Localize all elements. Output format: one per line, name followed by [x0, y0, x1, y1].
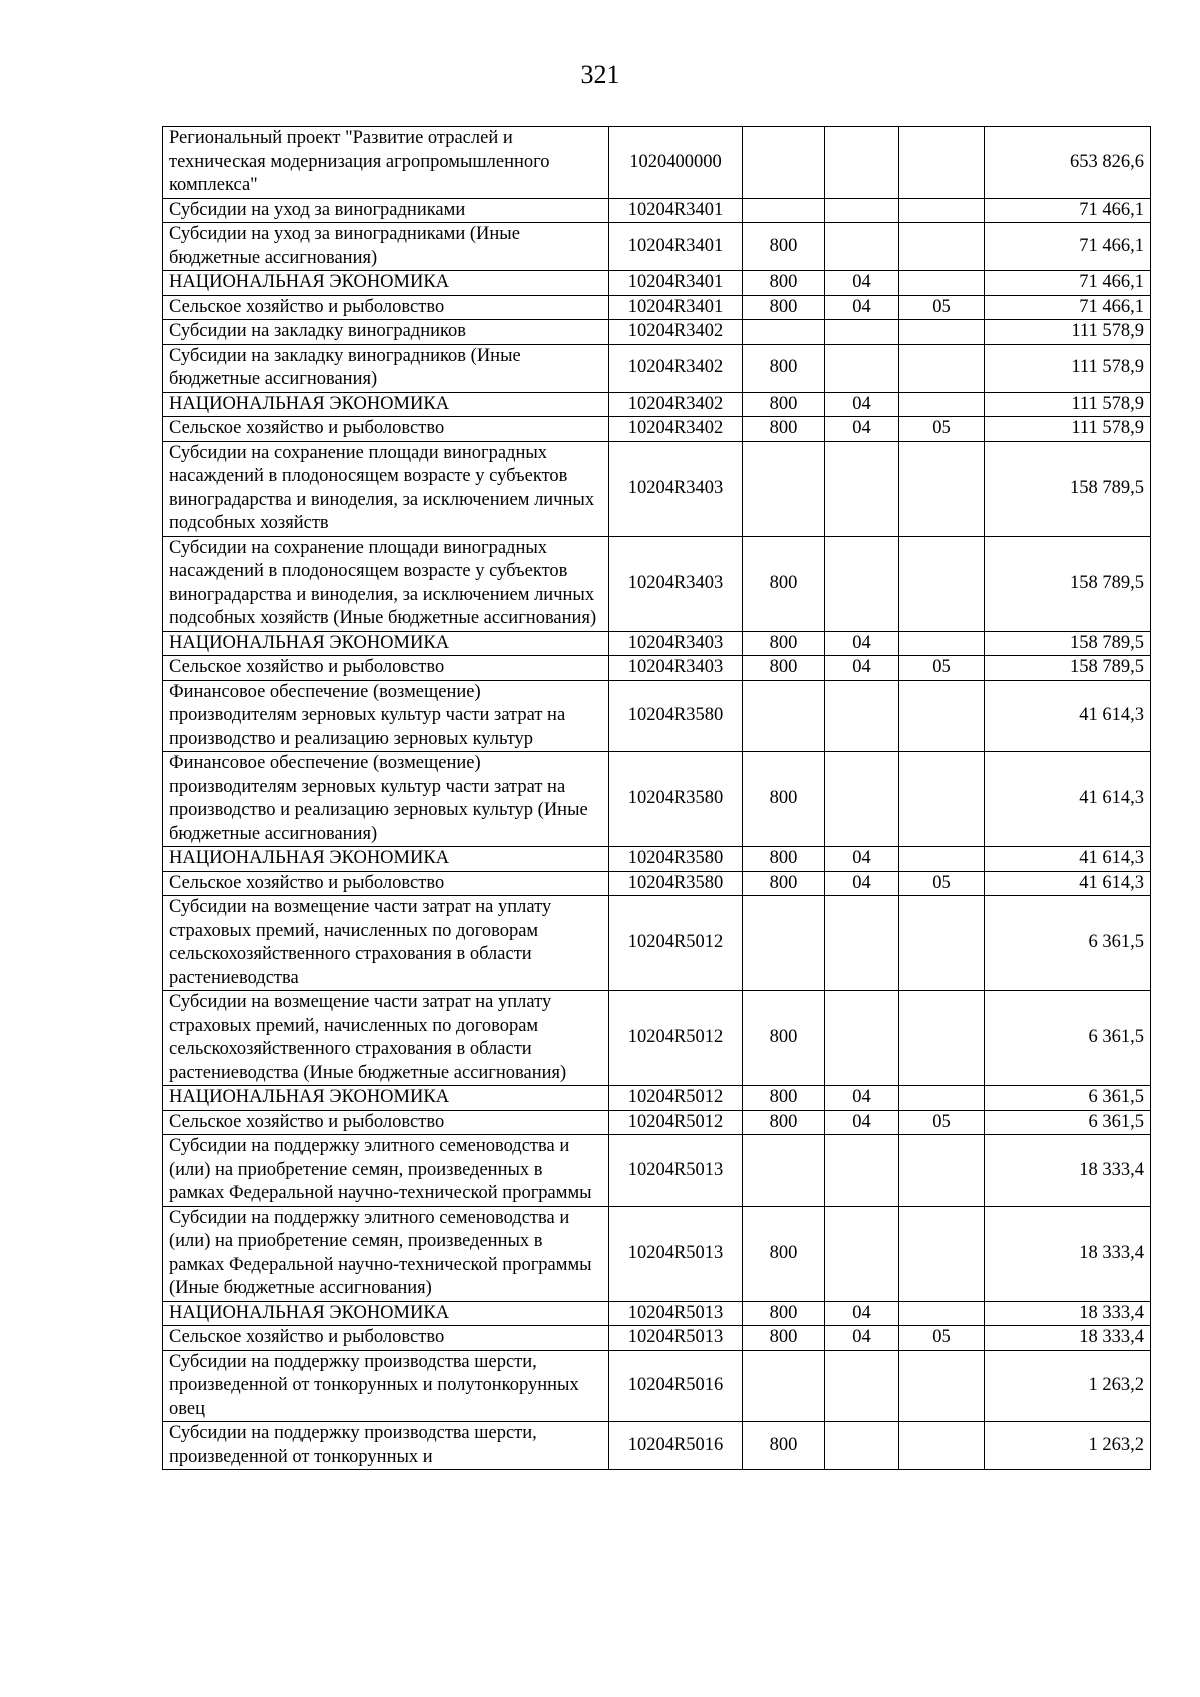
item-name: Сельское хозяйство и рыболовство: [163, 1110, 609, 1135]
section-code: [825, 441, 899, 536]
subsection-code: [899, 1350, 985, 1422]
subsection-code: 05: [899, 656, 985, 681]
table-row: [163, 752, 1151, 847]
expense-type-code: 800: [743, 1206, 825, 1301]
table-row: [163, 871, 1151, 896]
target-code: 10204R5012: [609, 1110, 743, 1135]
amount: 41 614,3: [985, 871, 1151, 896]
table-row: [163, 295, 1151, 320]
amount: 158 789,5: [985, 656, 1151, 681]
amount: 111 578,9: [985, 320, 1151, 345]
amount: 1 263,2: [985, 1350, 1151, 1422]
expense-type-code: [743, 198, 825, 223]
amount: 41 614,3: [985, 752, 1151, 847]
table-row: [163, 1326, 1151, 1351]
table-row: [163, 1301, 1151, 1326]
amount: 71 466,1: [985, 198, 1151, 223]
amount: 71 466,1: [985, 271, 1151, 296]
subsection-code: [899, 1086, 985, 1111]
budget-table: [162, 126, 1151, 1470]
amount: 6 361,5: [985, 1086, 1151, 1111]
expense-type-code: 800: [743, 536, 825, 631]
page-number: 321: [580, 60, 620, 89]
subsection-code: 05: [899, 295, 985, 320]
target-code: 10204R5012: [609, 991, 743, 1086]
target-code: 10204R5012: [609, 896, 743, 991]
table-row: [163, 1350, 1151, 1422]
section-code: [825, 1422, 899, 1470]
target-code: 10204R3403: [609, 656, 743, 681]
section-code: [825, 680, 899, 752]
expense-type-code: 800: [743, 752, 825, 847]
section-code: [825, 991, 899, 1086]
target-code: 10204R3401: [609, 295, 743, 320]
expense-type-code: 800: [743, 271, 825, 296]
subsection-code: [899, 223, 985, 271]
section-code: [825, 198, 899, 223]
target-code: 10204R3401: [609, 198, 743, 223]
item-name: Субсидии на поддержку производства шерсти, произведенной от тонкорунных и: [163, 1422, 609, 1470]
target-code: 10204R3402: [609, 320, 743, 345]
subsection-code: 05: [899, 1326, 985, 1351]
amount: 6 361,5: [985, 991, 1151, 1086]
section-code: 04: [825, 871, 899, 896]
section-code: 04: [825, 1110, 899, 1135]
item-name: НАЦИОНАЛЬНАЯ ЭКОНОМИКА: [163, 1301, 609, 1326]
item-name: НАЦИОНАЛЬНАЯ ЭКОНОМИКА: [163, 392, 609, 417]
amount: 111 578,9: [985, 344, 1151, 392]
section-code: [825, 320, 899, 345]
target-code: 1020400000: [609, 127, 743, 199]
subsection-code: [899, 1422, 985, 1470]
table-row: [163, 1135, 1151, 1207]
amount: 158 789,5: [985, 536, 1151, 631]
subsection-code: [899, 392, 985, 417]
table-row: [163, 896, 1151, 991]
expense-type-code: 800: [743, 1086, 825, 1111]
item-name: НАЦИОНАЛЬНАЯ ЭКОНОМИКА: [163, 271, 609, 296]
item-name: Сельское хозяйство и рыболовство: [163, 1326, 609, 1351]
item-name: Субсидии на возмещение части затрат на уплату страховых премий, начисленных по договорам сельскохозяйственного страхования в области растениеводства: [163, 896, 609, 991]
table-row: [163, 417, 1151, 442]
item-name: Субсидии на сохранение площади виноградных насаждений в плодоносящем возрасте у субъектов виноградарства и виноделия, за исключением личных подсобных хозяйств (Иные бюджетные ассигнования): [163, 536, 609, 631]
target-code: 10204R3402: [609, 344, 743, 392]
expense-type-code: 800: [743, 295, 825, 320]
amount: 158 789,5: [985, 631, 1151, 656]
amount: 18 333,4: [985, 1135, 1151, 1207]
subsection-code: [899, 127, 985, 199]
expense-type-code: 800: [743, 1422, 825, 1470]
table-row: [163, 271, 1151, 296]
table-row: [163, 223, 1151, 271]
expense-type-code: 800: [743, 392, 825, 417]
expense-type-code: 800: [743, 656, 825, 681]
item-name: Сельское хозяйство и рыболовство: [163, 871, 609, 896]
expense-type-code: [743, 896, 825, 991]
table-row: [163, 656, 1151, 681]
item-name: Субсидии на закладку виноградников: [163, 320, 609, 345]
item-name: Финансовое обеспечение (возмещение) производителям зерновых культур части затрат на производство и реализацию зерновых культур (Иные бюджетные ассигнования): [163, 752, 609, 847]
subsection-code: 05: [899, 417, 985, 442]
target-code: 10204R3580: [609, 871, 743, 896]
item-name: Субсидии на возмещение части затрат на уплату страховых премий, начисленных по договорам сельскохозяйственного страхования в области растениеводства (Иные бюджетные ассигнования): [163, 991, 609, 1086]
expense-type-code: [743, 320, 825, 345]
target-code: 10204R3403: [609, 631, 743, 656]
table-row: [163, 441, 1151, 536]
expense-type-code: [743, 1350, 825, 1422]
expense-type-code: 800: [743, 223, 825, 271]
subsection-code: [899, 320, 985, 345]
subsection-code: 05: [899, 1110, 985, 1135]
target-code: 10204R5012: [609, 1086, 743, 1111]
target-code: 10204R3580: [609, 752, 743, 847]
section-code: [825, 896, 899, 991]
subsection-code: [899, 198, 985, 223]
target-code: 10204R3403: [609, 536, 743, 631]
amount: 111 578,9: [985, 392, 1151, 417]
section-code: 04: [825, 295, 899, 320]
section-code: [825, 1206, 899, 1301]
amount: 71 466,1: [985, 295, 1151, 320]
expense-type-code: [743, 441, 825, 536]
item-name: Сельское хозяйство и рыболовство: [163, 295, 609, 320]
section-code: 04: [825, 1301, 899, 1326]
expense-type-code: 800: [743, 871, 825, 896]
target-code: 10204R5013: [609, 1135, 743, 1207]
expense-type-code: 800: [743, 344, 825, 392]
section-code: 04: [825, 271, 899, 296]
expense-type-code: 800: [743, 847, 825, 872]
expense-type-code: [743, 1135, 825, 1207]
table-row: [163, 1110, 1151, 1135]
target-code: 10204R5013: [609, 1326, 743, 1351]
item-name: Субсидии на поддержку элитного семеноводства и (или) на приобретение семян, произведенных в рамках Федеральной научно-технической программы: [163, 1135, 609, 1207]
section-code: [825, 752, 899, 847]
subsection-code: [899, 344, 985, 392]
item-name: Субсидии на уход за виноградниками: [163, 198, 609, 223]
amount: 158 789,5: [985, 441, 1151, 536]
table-row: [163, 631, 1151, 656]
budget-table-body: [163, 127, 1151, 1470]
subsection-code: [899, 1206, 985, 1301]
subsection-code: [899, 441, 985, 536]
table-row: [163, 320, 1151, 345]
item-name: НАЦИОНАЛЬНАЯ ЭКОНОМИКА: [163, 1086, 609, 1111]
expense-type-code: 800: [743, 417, 825, 442]
section-code: [825, 1135, 899, 1207]
subsection-code: [899, 991, 985, 1086]
section-code: 04: [825, 392, 899, 417]
table-row: [163, 198, 1151, 223]
item-name: Субсидии на поддержку производства шерсти, произведенной от тонкорунных и полутонкорунных овец: [163, 1350, 609, 1422]
amount: 653 826,6: [985, 127, 1151, 199]
table-row: [163, 847, 1151, 872]
section-code: 04: [825, 417, 899, 442]
target-code: 10204R3580: [609, 847, 743, 872]
amount: 41 614,3: [985, 847, 1151, 872]
expense-type-code: [743, 680, 825, 752]
item-name: Сельское хозяйство и рыболовство: [163, 417, 609, 442]
target-code: 10204R3403: [609, 441, 743, 536]
expense-type-code: 800: [743, 1301, 825, 1326]
amount: 18 333,4: [985, 1206, 1151, 1301]
table-row: [163, 680, 1151, 752]
section-code: [825, 223, 899, 271]
amount: 111 578,9: [985, 417, 1151, 442]
subsection-code: [899, 847, 985, 872]
table-row: [163, 536, 1151, 631]
amount: 18 333,4: [985, 1301, 1151, 1326]
target-code: 10204R5016: [609, 1422, 743, 1470]
amount: 1 263,2: [985, 1422, 1151, 1470]
target-code: 10204R3580: [609, 680, 743, 752]
target-code: 10204R5013: [609, 1301, 743, 1326]
table-row: [163, 1206, 1151, 1301]
table-row: [163, 991, 1151, 1086]
item-name: Субсидии на поддержку элитного семеноводства и (или) на приобретение семян, произведенных в рамках Федеральной научно-технической программы (Иные бюджетные ассигнования): [163, 1206, 609, 1301]
target-code: 10204R3402: [609, 417, 743, 442]
item-name: Субсидии на закладку виноградников (Иные бюджетные ассигнования): [163, 344, 609, 392]
item-name: НАЦИОНАЛЬНАЯ ЭКОНОМИКА: [163, 631, 609, 656]
item-name: Сельское хозяйство и рыболовство: [163, 656, 609, 681]
target-code: 10204R3401: [609, 271, 743, 296]
amount: 6 361,5: [985, 896, 1151, 991]
item-name: Субсидии на уход за виноградниками (Иные бюджетные ассигнования): [163, 223, 609, 271]
subsection-code: [899, 896, 985, 991]
target-code: 10204R3401: [609, 223, 743, 271]
section-code: [825, 1350, 899, 1422]
section-code: 04: [825, 631, 899, 656]
amount: 6 361,5: [985, 1110, 1151, 1135]
expense-type-code: 800: [743, 1110, 825, 1135]
section-code: [825, 344, 899, 392]
subsection-code: [899, 1135, 985, 1207]
item-name: Региональный проект "Развитие отраслей и техническая модернизация агропромышленного комплекса": [163, 127, 609, 199]
expense-type-code: [743, 127, 825, 199]
expense-type-code: 800: [743, 991, 825, 1086]
target-code: 10204R5013: [609, 1206, 743, 1301]
table-row: [163, 127, 1151, 199]
subsection-code: [899, 536, 985, 631]
table-row: [163, 344, 1151, 392]
table-row: [163, 1086, 1151, 1111]
item-name: Субсидии на сохранение площади виноградных насаждений в плодоносящем возрасте у субъектов виноградарства и виноделия, за исключением личных подсобных хозяйств: [163, 441, 609, 536]
section-code: [825, 536, 899, 631]
section-code: 04: [825, 1326, 899, 1351]
section-code: 04: [825, 656, 899, 681]
subsection-code: [899, 752, 985, 847]
expense-type-code: 800: [743, 631, 825, 656]
subsection-code: [899, 680, 985, 752]
section-code: 04: [825, 1086, 899, 1111]
table-row: [163, 392, 1151, 417]
target-code: 10204R5016: [609, 1350, 743, 1422]
subsection-code: [899, 631, 985, 656]
amount: 41 614,3: [985, 680, 1151, 752]
target-code: 10204R3402: [609, 392, 743, 417]
subsection-code: [899, 1301, 985, 1326]
item-name: НАЦИОНАЛЬНАЯ ЭКОНОМИКА: [163, 847, 609, 872]
expense-type-code: 800: [743, 1326, 825, 1351]
item-name: Финансовое обеспечение (возмещение) производителям зерновых культур части затрат на производство и реализацию зерновых культур: [163, 680, 609, 752]
subsection-code: [899, 271, 985, 296]
amount: 18 333,4: [985, 1326, 1151, 1351]
section-code: 04: [825, 847, 899, 872]
amount: 71 466,1: [985, 223, 1151, 271]
subsection-code: 05: [899, 871, 985, 896]
section-code: [825, 127, 899, 199]
table-row: [163, 1422, 1151, 1470]
